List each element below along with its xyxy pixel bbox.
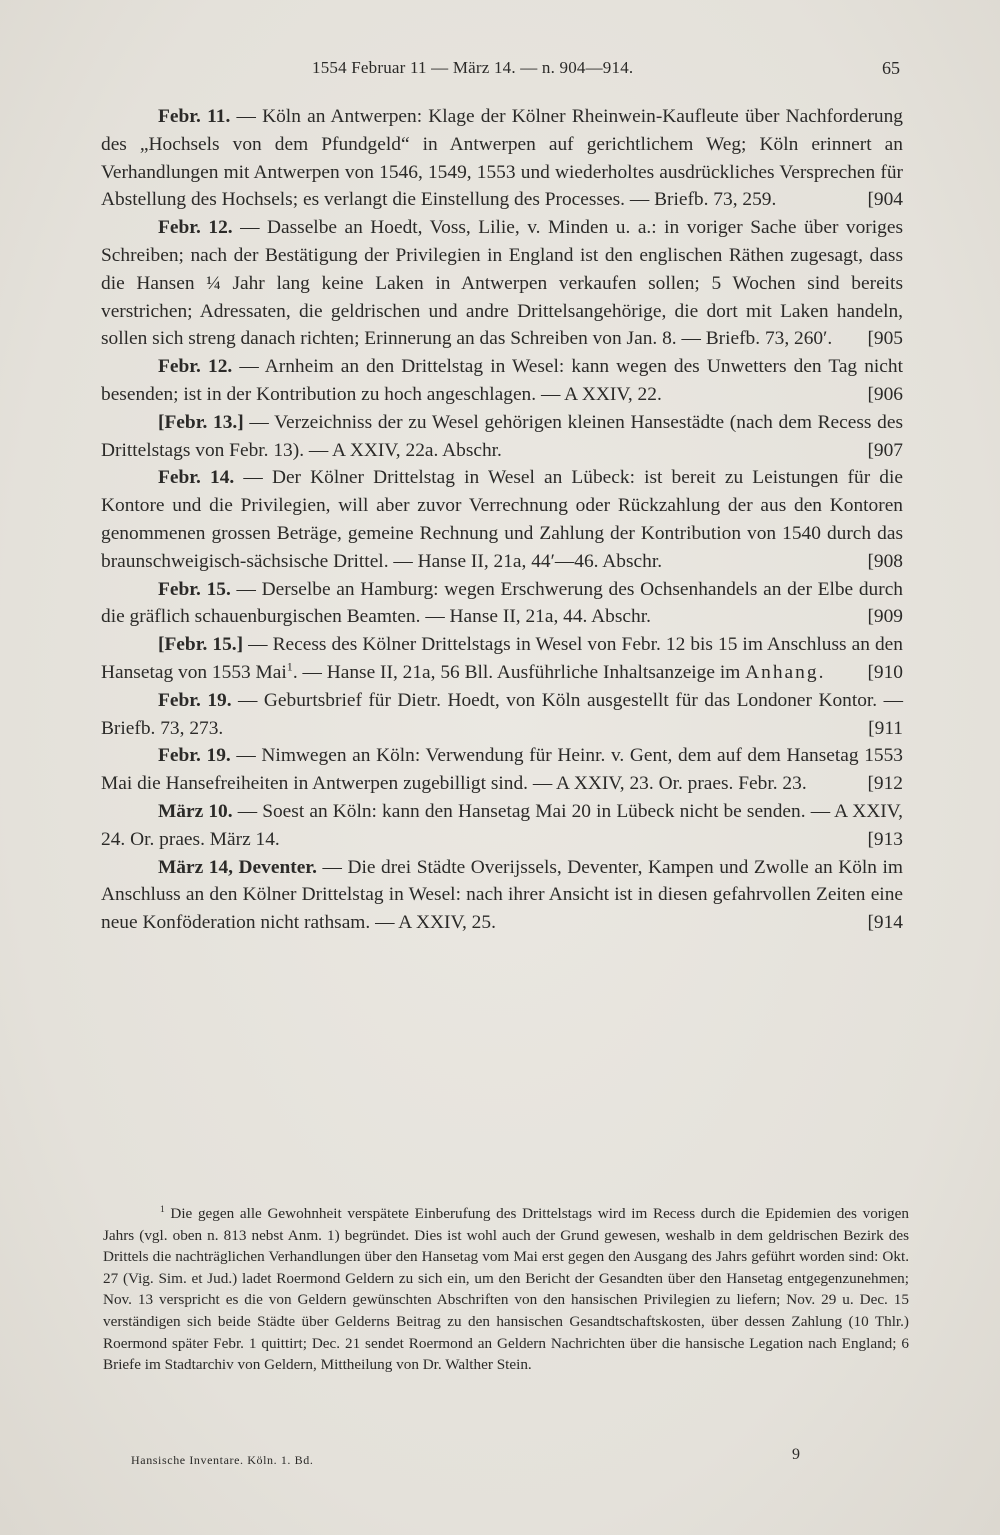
- entry-text: — Arnheim an den Drittelstag in Wesel: kann wegen des Unwetters den Tag nicht besenden; ist in der Kontribution zu hoch angeschlagen. — A XXIV, 22.: [101, 356, 903, 405]
- printer-signature: Hansische Inventare. Köln. 1. Bd.: [131, 1453, 314, 1467]
- entry-date: Febr. 15.: [158, 578, 231, 600]
- entry-text: — Die drei Städte Overijssels, Deventer, Kampen und Zwolle an Köln im Anschluss an den Kölner Drittelstag in Wesel: nach ihrer Ansicht ist in diesen gefahrvollen Zeiten eine neue Konföderation nicht rathsam. — A XXIV, 25.: [101, 856, 903, 934]
- entry-912: [101, 742, 903, 798]
- entry-909: [101, 576, 903, 632]
- entry-text: — Soest an Köln: kann den Hansetag Mai 20 in Lübeck nicht be senden. — A XXIV, 24. Or. praes. März 14.: [101, 800, 904, 850]
- entry-number: [913: [867, 828, 903, 850]
- entry-907: [101, 409, 903, 465]
- entry-date: März 10.: [158, 800, 233, 822]
- entry-number: [911: [868, 717, 903, 739]
- entry-date: Febr. 19.: [158, 689, 232, 711]
- entry-date: März 14, Deventer.: [158, 856, 317, 878]
- entry-905: [101, 214, 903, 353]
- footnote-text: Die gegen alle Gewohnheit verspätete Einberufung des Drittelstags wird im Recess durch die Epidemien des vorigen Jahrs (vgl. oben n. 813 nebst Anm. 1) begründet. Dies ist wohl auch der Grund gewesen, weshalb in dem geldrischen Bezirk des Drittels die nachträglichen Verhandlungen über den Hansetag vom Mai erst gegen den Ausgang des Jahrs geführt worden sind: Okt. 27 (Vig. Sim. et Jud.) ladet Roermond Geldern zu sich ein, um den Bericht der Gesandten über den Hansetag entgegenzunehmen; Nov. 13 verspricht es die von Geldern gewünschten Abschriften von den hansischen Privilegien zu liefern; Nov. 29 u. Dec. 15 verständigen sich beide Städte über Gelderns Beitrag zu den hansischen Gesandtschaftskosten, über dessen Zahlung (10 Thlr.) Roermond später Febr. 1 quittirt; Dec. 21 sendet Roermond an Geldern Nachrichten über die hansische Legation nach England; 6 Briefe im Stadtarchiv von Geldern, Mittheilung von Dr. Walther Stein.: [103, 1205, 909, 1374]
- entry-number: [908: [867, 550, 903, 572]
- entry-date: Febr. 19.: [158, 745, 231, 767]
- appendix-reference: Anhang: [745, 661, 819, 683]
- entry-text: — Dasselbe an Hoedt, Voss, Lilie, v. Minden u. a.: in voriger Sache über voriges Schreiben; nach der Bestätigung der Privilegien in England ist den englischen Räthen zugesagt, dass die Hansen ¼ Jahr lang keine Laken in Antwerpen verkaufen sollen; 5 Wochen sind bereits verstrichen; Adressaten, die geldrischen und andre Drittelsangehörige, die dort mit Laken handeln, sollen sich streng danach richten; Erinnerung an das Schreiben von Jan. 8. — Briefb. 73, 260′.: [101, 217, 903, 350]
- footnote-reference[interactable]: 1: [286, 659, 293, 674]
- entry-number: [914: [867, 912, 903, 934]
- entry-number: [906: [867, 383, 903, 405]
- entry-text: — Verzeichniss der zu Wesel gehörigen kleinen Hansestädte (nach dem Recess des Drittelstags von Febr. 13). — A XXIV, 22a. Abschr.: [101, 411, 903, 461]
- entry-number: [912: [867, 773, 903, 795]
- entry-text: — Geburtsbrief für Dietr. Hoedt, von Köln ausgestellt für das Londoner Kontor. — Briefb. 73, 273.: [101, 689, 903, 739]
- entry-text: . — Hanse II, 21a, 56 Bll. Ausführliche Inhaltsanzeige im: [292, 661, 746, 683]
- entry-913: [101, 798, 903, 854]
- entry-text: — Der Kölner Drittelstag in Wesel an Lübeck: ist bereit zu Leistungen für die Kontore und die Privilegien, will aber zuvor Verrechnung oder Rückzahlung der aus den Kontoren genommenen grossen Beträge, gemeine Rechnung und Zahlung der Kontribution von 1540 durch das braunschweigisch-sächsische Drittel. — Hanse II, 21a, 44′—46. Abschr.: [101, 467, 903, 572]
- entry-date: Febr. 12.: [158, 217, 233, 239]
- entry-date: [Febr. 15.]: [158, 634, 244, 656]
- entry-text: — Derselbe an Hamburg: wegen Erschwerung des Ochsenhandels an der Elbe durch die gräflich schauenburgischen Beamten. — Hanse II, 21a, 44. Abschr.: [101, 578, 904, 628]
- entry-text: — Recess des Kölner Drittelstags in Wesel von Febr. 12 bis 15 im Anschluss an den Hansetag von 1553 Mai: [101, 634, 903, 683]
- entry-text: .: [818, 661, 824, 683]
- entry-number: [910: [867, 661, 903, 683]
- entry-914: [101, 854, 903, 937]
- page-number: 65: [882, 58, 900, 78]
- entry-number: [905: [867, 328, 903, 350]
- entry-904: [101, 103, 903, 214]
- footnote-mark: 1: [160, 1204, 165, 1215]
- entry-908: [101, 464, 903, 575]
- sheet-number: 9: [792, 1446, 800, 1463]
- running-head: [100, 58, 900, 84]
- entry-911: [101, 687, 903, 743]
- entry-text: — Köln an Antwerpen: Klage der Kölner Rheinwein-Kaufleute über Nachforderung des „Hochsels von dem Pfundgeld“ in Antwerpen auf gerichtlichem Weg; Köln erinnert an Verhandlungen mit Antwerpen von 1546, 1549, 1553 und wiederholtes ausdrückliches Versprechen für Abstellung des Hochsels; es verlangt die Einstellung des Processes. — Briefb. 73, 259.: [101, 106, 903, 211]
- entry-text: — Nimwegen an Köln: Verwendung für Heinr. v. Gent, dem auf dem Hansetag 1553 Mai die Hansefreiheiten in Antwerpen zugebilligt sind. — A XXIV, 23. Or. praes. Febr. 23.: [101, 745, 903, 795]
- entry-906: [101, 353, 903, 409]
- entry-number: [907: [867, 439, 903, 461]
- entry-number: [909: [867, 606, 903, 628]
- running-head-range: 1554 Februar 11 — März 14. — n. 904—914.: [312, 58, 634, 77]
- entry-date: Febr. 14.: [158, 467, 235, 489]
- entry-910: [101, 631, 903, 687]
- entry-date: Febr. 12.: [158, 356, 233, 378]
- entry-number: [904: [867, 189, 903, 211]
- entry-date: [Febr. 13.]: [158, 411, 244, 433]
- entry-date: Febr. 11.: [158, 106, 231, 127]
- footnote: [103, 1203, 909, 1376]
- calendar-entries: [101, 103, 903, 937]
